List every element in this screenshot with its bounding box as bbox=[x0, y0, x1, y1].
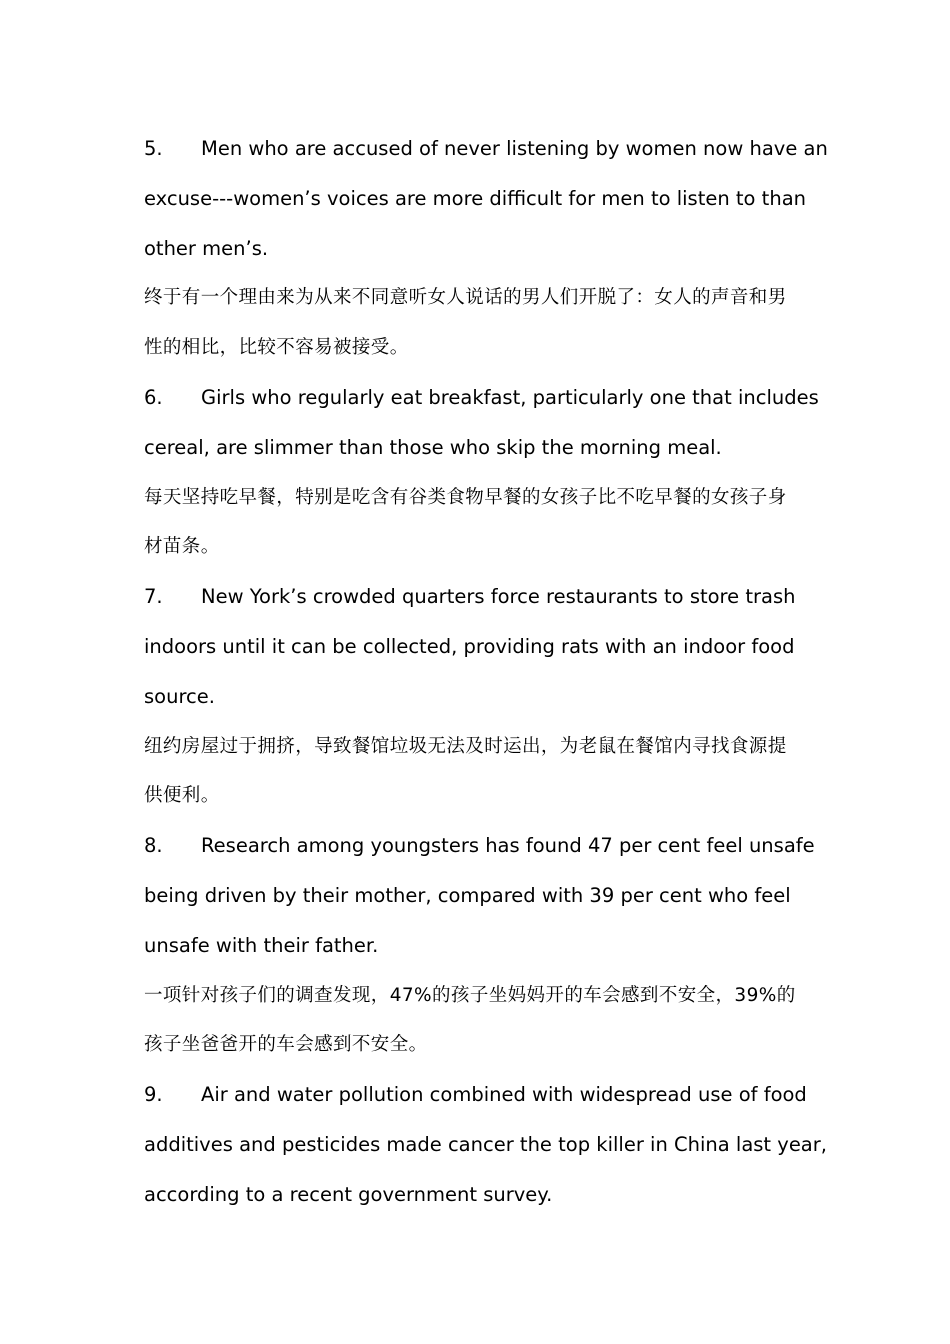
item-5-zh-line-2: 性的相比，比较不容易被接受。 bbox=[144, 337, 409, 359]
item-9-en-line-1 bbox=[144, 1070, 806, 1120]
item-8-zh-line-2: 孩子坐爸爸开的车会感到不安全。 bbox=[144, 1034, 428, 1056]
item-5-en-line-3: other men’s. bbox=[144, 236, 269, 260]
item-5-zh-line-1: 终于有一个理由来为从来不同意听女人说话的男人们开脱了：女人的声音和男 bbox=[144, 287, 787, 309]
item-6-zh-line-1: 每天坚持吃早餐，特别是吃含有谷类食物早餐的女孩子比不吃早餐的女孩子身 bbox=[144, 486, 787, 508]
english-text: Girls who regularly eat breakfast, particularly one that includes bbox=[201, 385, 819, 409]
document-page bbox=[144, 124, 828, 1220]
item-7-en-line-2: indoors until it can be collected, providing rats with an indoor food bbox=[144, 634, 795, 658]
item-8-en-line-2: being driven by their mother, compared with 39 per cent who feel bbox=[144, 883, 791, 907]
item-number: 7. bbox=[144, 585, 163, 609]
item-number: 5. bbox=[144, 137, 163, 160]
item-9-en-line-2: additives and pesticides made cancer the top killer in China last year, bbox=[144, 1132, 827, 1156]
item-number: 8. bbox=[144, 834, 163, 858]
item-number: 9. bbox=[144, 1083, 163, 1107]
item-8-en-line-3: unsafe with their father. bbox=[144, 933, 379, 957]
english-text: New York’s crowded quarters force restaurants to store trash bbox=[201, 585, 796, 609]
item-5-en-line-1 bbox=[144, 124, 828, 174]
item-7-en-line-1 bbox=[144, 572, 806, 622]
item-6-en-line-2: cereal, are slimmer than those who skip the morning meal. bbox=[144, 435, 722, 459]
item-6-en-line-1 bbox=[144, 373, 819, 423]
item-6-zh-line-2: 材苗条。 bbox=[144, 536, 220, 558]
item-9-en-line-3: according to a recent government survey. bbox=[144, 1182, 553, 1206]
english-text: Men who are accused of never listening by women now have an bbox=[201, 137, 828, 160]
item-7-zh-line-1: 纽约房屋过于拥挤，导致餐馆垃圾无法及时运出，为老鼠在餐馆内寻找食源提 bbox=[144, 735, 787, 757]
english-text: Research among youngsters has found 47 per cent feel unsafe bbox=[201, 834, 815, 858]
item-8-en-line-1 bbox=[144, 821, 815, 871]
item-7-en-line-3: source. bbox=[144, 684, 215, 708]
english-text: Air and water pollution combined with widespread use of food bbox=[201, 1083, 807, 1107]
item-7-zh-line-2: 供便利。 bbox=[144, 785, 220, 807]
item-5-en-line-2: excuse---women’s voices are more difficult for men to listen to than bbox=[144, 186, 807, 210]
item-number: 6. bbox=[144, 385, 163, 409]
item-8-zh-line-1: 一项针对孩子们的调查发现，47%的孩子坐妈妈开的车会感到不安全，39%的 bbox=[144, 984, 796, 1006]
